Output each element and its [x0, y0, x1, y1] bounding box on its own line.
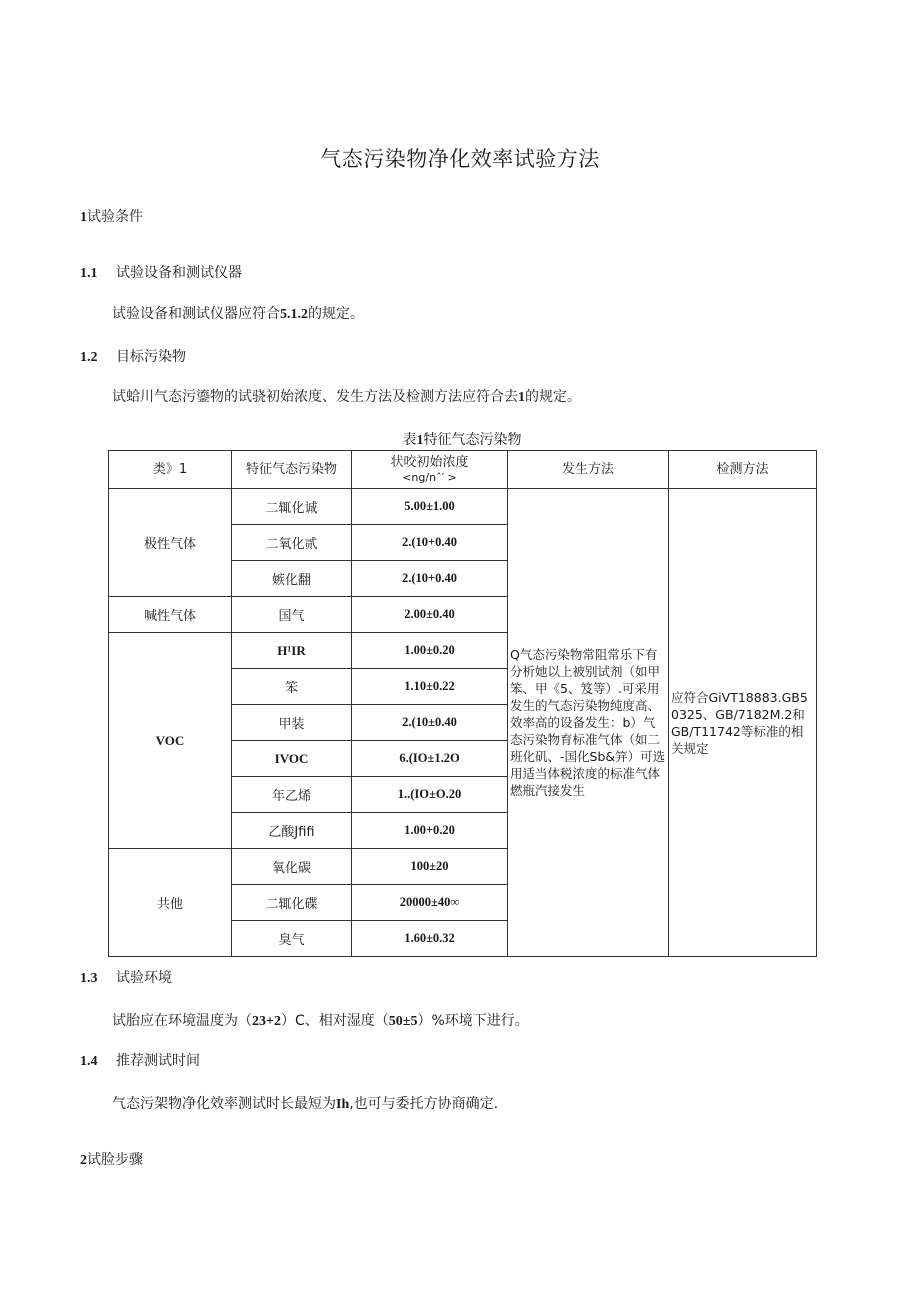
section-2-heading	[80, 1149, 143, 1169]
subsection-number: 1.4	[80, 1054, 98, 1069]
para-text: ）C、相对湿度（	[280, 1013, 389, 1029]
pollutant-name: H¹IR	[232, 633, 352, 669]
pollutant-name: IVOC	[232, 741, 352, 777]
page-title: 气态污染物净化效率试验方法	[320, 147, 600, 171]
group-cell: 极性气体	[109, 489, 232, 597]
pollutant-name: 二辄化诚	[232, 489, 352, 525]
concentration-value: 1.00+0.20	[352, 813, 508, 849]
para-ref: Ih	[336, 1097, 350, 1112]
pollutant-name: 嫉化翻	[232, 561, 352, 597]
para-text: ,也可与委托方协商确定.	[349, 1096, 499, 1112]
para-text: 试蛤川气态污鎏物的试骁初始浓度、发生方法及检测方法应符合去	[112, 389, 518, 405]
pollutant-name: 氧化碳	[232, 849, 352, 885]
concentration-value: 1.60±0.32	[352, 921, 508, 957]
para-ref: 50±5	[388, 1014, 418, 1029]
concentration-value: 1.10±0.22	[352, 669, 508, 705]
pollutant-name: 年乙烯	[232, 777, 352, 813]
table-header-row	[109, 451, 817, 489]
subsection-1-3-heading	[80, 967, 172, 987]
concentration-value: 1..(IO±O.20	[352, 777, 508, 813]
section-title: 试验条件	[87, 209, 143, 225]
subsection-number: 1.1	[80, 266, 98, 281]
header-concentration	[352, 451, 508, 489]
section-title: 试脸步骤	[87, 1152, 143, 1168]
pollutant-name: 笨	[232, 669, 352, 705]
concentration-value: 100±20	[352, 849, 508, 885]
paragraph-1-3	[112, 1010, 529, 1030]
subsection-1-4-heading	[80, 1050, 200, 1070]
section-1-heading	[80, 206, 143, 226]
subsection-title: 试验设备和测试仪器	[116, 265, 242, 281]
para-ref: 23+2	[252, 1014, 281, 1029]
header-concentration-label: 状咬初始浓度	[390, 454, 469, 470]
detection-method-cell: 应符合GiVT18883.GB50325、GB/7182M.2和GB/T11742等标准的相关规定	[669, 489, 817, 957]
header-generation: 发生方法	[508, 451, 669, 489]
section-number: 2	[80, 1153, 87, 1168]
subsection-1-1-heading	[80, 262, 242, 282]
pollutant-name: 二氧化贰	[232, 525, 352, 561]
concentration-value: 5.00±1.00	[352, 489, 508, 525]
pollutant-name: 乙酸Jfifi	[232, 813, 352, 849]
paragraph-1-4	[112, 1093, 498, 1113]
header-category: 类》1	[109, 451, 232, 489]
caption-number: 1	[416, 433, 424, 448]
para-text: 气态污架物净化效率测试时长最短为	[112, 1096, 336, 1112]
header-pollutant: 特征气态污染物	[232, 451, 352, 489]
paragraph-1-1	[112, 303, 364, 323]
subsection-number: 1.3	[80, 971, 98, 986]
group-cell: VOC	[109, 633, 232, 849]
subsection-1-2-heading	[80, 346, 186, 366]
header-detection: 检测方法	[669, 451, 817, 489]
subsection-title: 目标污染物	[116, 349, 186, 365]
section-number: 1	[80, 210, 87, 225]
concentration-value: 2.(10+0.40	[352, 561, 508, 597]
concentration-value: 2.(10±0.40	[352, 705, 508, 741]
concentration-value: 2.00±0.40	[352, 597, 508, 633]
para-ref: 5.1.2	[280, 307, 308, 322]
table-row	[109, 489, 817, 525]
pollutant-name: 甲装	[232, 705, 352, 741]
para-text: 的规定。	[525, 389, 581, 405]
para-text: 的规定。	[308, 306, 364, 322]
concentration-value: 2.(10+0.40	[352, 525, 508, 561]
concentration-value: 6.(IO±1.2O	[352, 741, 508, 777]
pollutant-name: 臭气	[232, 921, 352, 957]
caption-text: 特征气态污染物	[423, 432, 522, 448]
group-cell: 喊性气体	[109, 597, 232, 633]
concentration-value: 1.00±0.20	[352, 633, 508, 669]
caption-prefix: 表	[402, 432, 417, 448]
concentration-value: 20000±40∞	[352, 885, 508, 921]
paragraph-1-2	[112, 386, 581, 406]
header-concentration-unit: <ng/nˆ′ >	[402, 470, 457, 484]
subsection-title: 试验环境	[116, 970, 172, 986]
table-caption	[108, 429, 816, 449]
pollutant-name: 国气	[232, 597, 352, 633]
pollutant-table	[108, 450, 817, 957]
subsection-title: 推荐测试时间	[116, 1053, 200, 1069]
subsection-number: 1.2	[80, 350, 98, 365]
group-cell: 共他	[109, 849, 232, 957]
para-text: 试验设备和测试仪器应符合	[112, 306, 280, 322]
para-ref: 1	[518, 390, 525, 405]
pollutant-name: 二辄化碟	[232, 885, 352, 921]
generation-method-cell: Q气态污染物常阻常乐下有分析她以上被别试剂（如甲笨、甲《5、笈等）.可采用发生的气态污染物纯度高、效率高的设备发生：b）气态污染物育标准气体（如二班化矶、-国化Sb&笄）可选用适当体税浓度的标准气体燃瓶汽接发生	[508, 489, 669, 957]
para-text: 试胎应在环境温度为（	[112, 1013, 252, 1029]
para-text: ）%环境下进行。	[417, 1013, 529, 1029]
